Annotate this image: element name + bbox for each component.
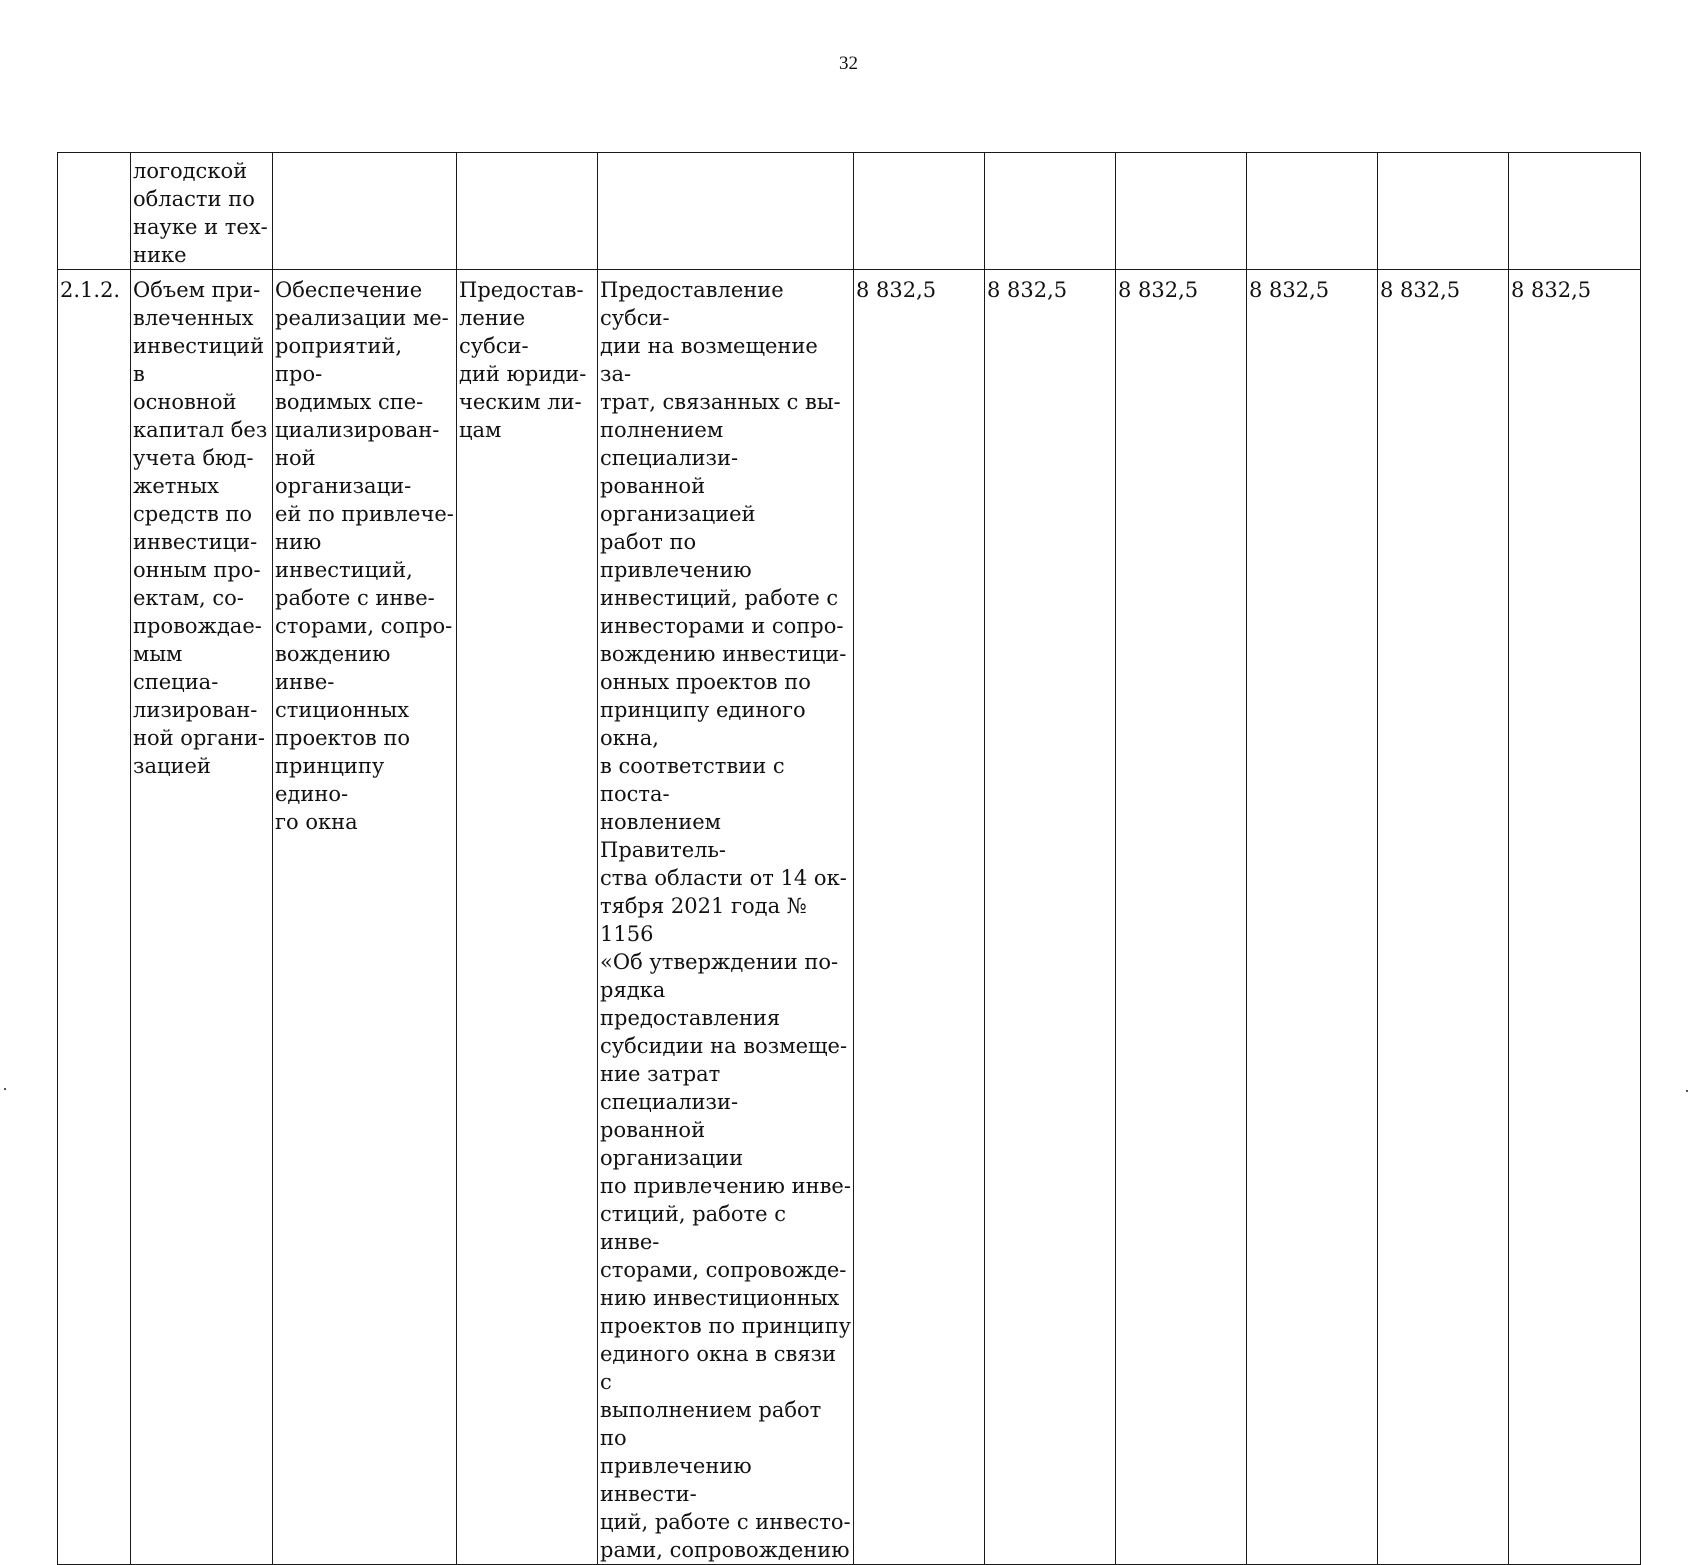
cell-row-number: 2.1.2. bbox=[58, 270, 131, 1565]
cell-responsible: логодской области по науке и тех- нике bbox=[131, 153, 273, 270]
cell-empty bbox=[598, 153, 854, 270]
cell-value-5: 8 832,5 bbox=[1378, 270, 1509, 1565]
cell-empty bbox=[1116, 153, 1247, 270]
cell-description: Предоставление субси- дии на возмещение за- трат, связанных с вы- полнением специализи- рованной организацией работ по привлечению инвестиций, работе с инвесторами и сопро- вождению инвестици- онных проектов по принципу единого окна, в соответствии с поста- новлением Правитель- ства области от 14 ок- тября 2021 года № 1156 «Об утверждении по- рядка предоставления субсидии на возмеще- ние затрат специализи- рованной организации по привлечению инве- стиций, работе с инве- сторами, сопровожде- нию инвестиционных проектов по принципу единого окна в связи с выполнением работ по привлечению инвести- ций, работе с инвесто- рами, сопровождению bbox=[598, 270, 854, 1565]
cell-number bbox=[58, 153, 131, 270]
cell-empty bbox=[1247, 153, 1378, 270]
scan-speck bbox=[4, 1088, 6, 1090]
cell-value-2: 8 832,5 bbox=[985, 270, 1116, 1565]
cell-empty bbox=[985, 153, 1116, 270]
program-table bbox=[57, 152, 1641, 1565]
cell-empty bbox=[1378, 153, 1509, 270]
table-row bbox=[58, 270, 1641, 1565]
cell-value-4: 8 832,5 bbox=[1247, 270, 1378, 1565]
cell-measure: Обеспечение реализации ме- роприятий, про- водимых спе- циализирован- ной организаци- ей по привлече- нию инвестиций, работе с инве- сторами, сопро- вождению инве- стиционных проектов по принципу едино- го окна bbox=[273, 270, 457, 1565]
cell-value-6: 8 832,5 bbox=[1509, 270, 1641, 1565]
cell-empty bbox=[1509, 153, 1641, 270]
cell-empty bbox=[457, 153, 598, 270]
cell-value-3: 8 832,5 bbox=[1116, 270, 1247, 1565]
scan-speck bbox=[1686, 1090, 1688, 1092]
cell-mechanism: Предостав- ление субси- дий юриди- ческим ли- цам bbox=[457, 270, 598, 1565]
cell-value-1: 8 832,5 bbox=[854, 270, 985, 1565]
cell-empty bbox=[854, 153, 985, 270]
page-number: 32 bbox=[839, 53, 858, 74]
cell-empty bbox=[273, 153, 457, 270]
table-row-continuation bbox=[58, 153, 1641, 270]
cell-indicator: Объем при- влеченных инвестиций в основной капитал без учета бюд- жетных средств по инвестици- онным про- ектам, со- провождае- мым специа- лизирован- ной органи- зацией bbox=[131, 270, 273, 1565]
